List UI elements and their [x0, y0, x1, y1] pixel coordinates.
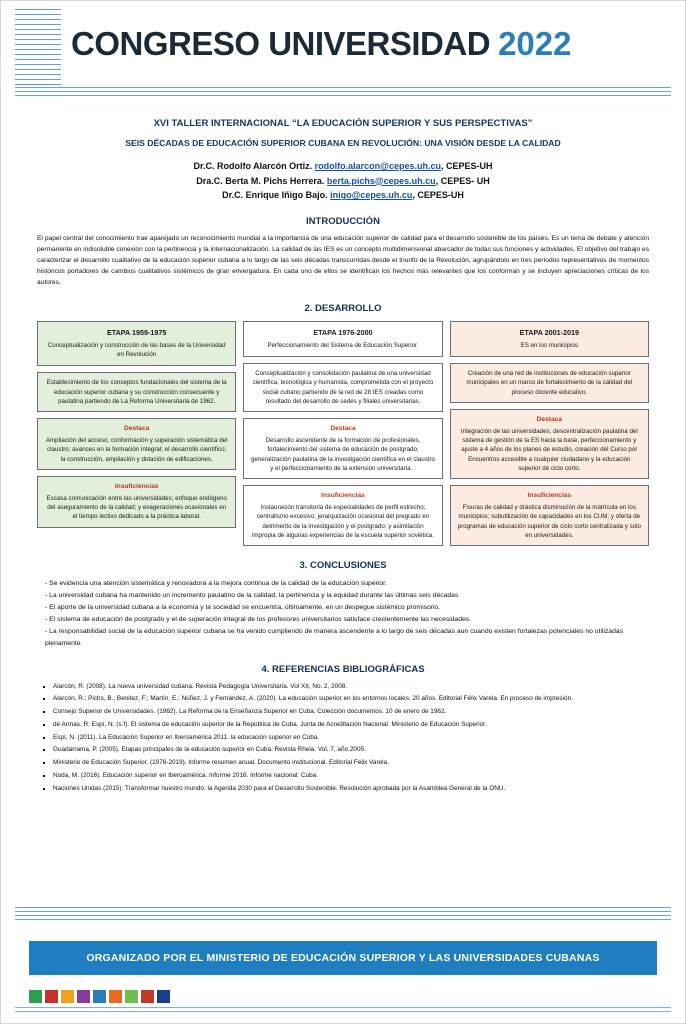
footer-text: ORGANIZADO POR EL MINISTERIO DE EDUCACIÓN SUPERIOR Y LAS UNIVERSIDADES CUBANAS	[86, 952, 600, 964]
header-rule	[15, 87, 671, 99]
stage-column-3	[450, 321, 649, 546]
stage-highlight-label: Destaca	[536, 415, 562, 423]
stage-issues	[37, 476, 236, 528]
stage-highlight-text: Desarrollo ascendente de la formación de profesionales, fortalecimiento del sistema de educación de postgrado, generalización paulatina de la investigación científica en el claustro y el perfeccionamiento de la extensión universitaria. .	[250, 437, 435, 472]
author-name: Dr.C. Enrique Iñigo Bajo.	[222, 190, 328, 201]
reference-item: ▪ de Armas, R; Espí, N. (s.f). El sistema de educación superior de la República de Cuba. Junta de Acreditación Nacional. Ministerio de Educación Superior.	[53, 720, 649, 730]
stage-body-text: Creación de una red de instituciones de educación superior municipales en un marco de fortalecimiento de la calidad del proceso docente educativo.	[466, 369, 633, 396]
section-title-introduction: INTRODUCCIÓN	[306, 216, 380, 228]
stage-period-label: ETAPA 1959-1975	[106, 327, 167, 337]
stage-issues-text: Instauración transitoria de especialidades de perfil estrecho; centralismo excesivo; jerarquización ocasional del pregrado en detrimento de la investigación y el postgrado; y asimilación impropia de algunas experiencias de la escuela superior soviética.	[252, 504, 434, 539]
stage-header-subtitle: Perfeccionamiento del Sistema de Educación Superior.	[267, 341, 419, 349]
stage-highlight-label: Destaca	[330, 425, 356, 433]
reference-item: ▪ Naciones Unidas (2015). Transformar nuestro mundo: la Agenda 2030 para el Desarrollo Sostenible. Resolución aprobada por la Asamblea General de la ONU.	[53, 784, 649, 794]
reference-item: ▪ Ministerio de Educación Superior. (1976-2019). Informe resumen anual. Documento institucional. Editorial Félix Varela.	[53, 758, 649, 768]
poster-content	[1, 101, 685, 794]
stage-body-text: Establecimiento de los conceptos fundacionales del sistema de la educación superior cubana y su construcción consecuente y paulatina partiendo de La Reforma Universitaria de 1962.	[46, 379, 227, 405]
reference-item: ▪ Guadarrama, P. (2005). Etapas principales de la educación superior en Cuba. Revista Rhela. Vol. 7, año 2005.	[53, 745, 649, 755]
stage-highlight	[450, 409, 649, 479]
introduction-text: El papel central del conocimiento trae aparejado un reconocimiento mundial a la importancia de una educación superior de calidad para el desarrollo sostenible de los países. Es un tema de debate y atención permanente en indisoluble conexión con la pertinencia y la internacionalización. La calidad de las IES es un concepto multidimensional abarcador de todas sus funciones y actividades. El objetivo del trabajo es caracterizar el desarrollo cualitativo de la educación superior cubana a lo largo de las seis décadas transcurridas desde el triunfo de la Revolución, agrupándolo en tres períodos representativos de momentos históricos portadores de cambios cualitativos sistémicos de gran envergadura. En cada uno de ellos se identifican los hechos más relevantes que los conforman y se incluyen apreciaciones críticas de los autores.	[37, 235, 649, 286]
bottom-decorative-lines	[15, 1007, 671, 1019]
author-name: Dr.C. Rodolfo Alarcón Ortiz.	[193, 161, 313, 172]
author-affiliation: , CEPES-UH	[412, 190, 464, 201]
stage-highlight-text: Integración de las universidades, descentralización paulatina del sistema de gestión de la ES hacia la base, perfeccionamiento y ajuste a 4 años de los planes de estudio, creación del Curso por Encuentros accesible a cualquier ciudadano y la educación superior de ciclo corto.	[460, 427, 638, 472]
section-title-conclusions: 3. CONCLUSIONES	[299, 560, 387, 572]
author-affiliation: , CEPES- UH	[435, 175, 490, 186]
author-row	[37, 188, 649, 202]
header-decorative-lines-left	[15, 9, 61, 91]
stage-body	[37, 372, 236, 412]
stage-issues	[243, 485, 442, 546]
workshop-subtitle: SEIS DÉCADAS DE EDUCACIÓN SUPERIOR CUBANA EN REVOLUCIÓN: UNA VISIÓN DESDE LA CALIDAD	[125, 138, 561, 149]
congress-year: 2022	[498, 25, 572, 62]
poster-header	[1, 1, 685, 101]
author-name: Dra.C. Berta M. Pichs Herrera.	[196, 175, 325, 186]
stage-body-text: Conceptualización y consolidación paulatina de una universidad científica, tecnológica y humanista, comprometida con el proyecto social cubano partiendo de la red de 28 IES creadas como resultado del desarrollo de sedes y filiales universitarias.	[252, 369, 434, 405]
conclusion-item: - El sistema de educación de postgrado y el de superación integral de los profesores universitarios satisface crecientemente las necesidades.	[45, 615, 472, 623]
page-title	[71, 25, 571, 63]
stage-issues-text: Escasa comunicación entre las universidades; enfoque endógeno del aseguramiento de la calidad; y exageraciones ocasionales en el tiempo lectivo dedicado a la práctica laboral.	[46, 494, 227, 521]
stage-issues-text: Fisuras de calidad y drástica disminución de la matrícula en los municipios; subutilización de capacidades en los CUM; y oferta de programas de educación superior de ciclo corto centralizada y solo en universidades.	[457, 504, 641, 539]
stages-container	[37, 321, 649, 546]
authors-block	[37, 159, 649, 202]
stage-highlight	[243, 418, 442, 479]
stage-column-2	[243, 321, 442, 546]
stage-header-subtitle: ES en los municipios	[520, 341, 579, 349]
stage-issues-label: Insuficiencias	[114, 482, 159, 490]
reference-item: ▪ Alarcón, R. (2008). La nueva universidad cubana. Revista Pedagogía Universitaria. Vol XII, No. 2, 2008.	[53, 682, 649, 692]
conclusions-list	[37, 578, 649, 649]
section-title-development: 2. DESARROLLO	[304, 302, 382, 314]
author-affiliation: , CEPES-UH	[440, 161, 493, 172]
section-title-references: 4. REFERENCIAS BIBLIOGRÁFICAS	[261, 663, 425, 675]
stage-body	[243, 363, 442, 412]
stage-column-1	[37, 321, 236, 546]
stage-body	[450, 363, 649, 403]
stage-period-label: ETAPA 1976-2000	[313, 327, 373, 337]
stage-header	[37, 321, 236, 366]
stage-issues-label: Insuficiencias	[321, 492, 365, 500]
author-row	[37, 174, 649, 188]
conclusion-item: - Se evidencia una atención sistemática y renovadora a la mejora continua de la calidad de la educación superior.	[45, 580, 387, 588]
reference-item: ▪ Alarcón, R.; Pichs, B.; Benitez, F.; Martín, E.; Núñez, J. y Fernández, A. (2020). La educación superior en los entornos locales. 20 años. Editorial Félix Varela. En proceso de impresión.	[53, 694, 649, 704]
stage-header	[450, 321, 649, 357]
stage-period-label: ETAPA 2001-2019	[519, 327, 580, 337]
stage-highlight	[37, 418, 236, 470]
footer-color-strip	[29, 990, 170, 1003]
stage-highlight-text: Ampliación del acceso; conformación y superación sistemática del claustro; avances en la formación integral; el desarrollo científico; la construcción, ampliación y dotación de edificaciones.	[45, 437, 228, 463]
references-list	[37, 682, 649, 794]
reference-item: ▪ Espí, N. (2011). La Educación Superior en Iberoamérica 2011: la educación superior en Cuba.	[53, 733, 649, 743]
stage-highlight-label: Destaca	[124, 425, 150, 433]
conclusion-item: - La universidad cubana ha mantenido un incremento paulatino de la calidad, la pertinencia y la equidad durante las últimas seis décadas	[45, 592, 459, 600]
stage-issues	[450, 485, 649, 546]
author-email-link[interactable]: berta.pichs@cepes.uh.cu	[326, 175, 436, 186]
stage-header-subtitle: Conceptualización y construcción de las bases de la Universidad en Revolución	[47, 341, 226, 358]
footer-decorative-lines	[15, 907, 671, 927]
author-row	[37, 159, 649, 173]
author-email-link[interactable]: inigo@cepes.uh.cu	[330, 190, 413, 201]
author-email-link[interactable]: rodolfo.alarcon@cepes.uh.cu	[314, 161, 441, 172]
reference-item: ▪ Noda, M. (2016). Educación superior en Iberoamérica. Informe 2016. Informe nacional: Cuba.	[53, 771, 649, 781]
footer-banner	[29, 941, 657, 975]
stage-issues-label: Insuficiencias	[527, 492, 572, 500]
workshop-title: XVI TALLER INTERNACIONAL “LA EDUCACIÓN SUPERIOR Y SUS PERSPECTIVAS”	[153, 118, 533, 129]
congress-title: CONGRESO UNIVERSIDAD	[71, 25, 491, 62]
conclusion-item: - La responsabilidad social de la educación superior cubana se ha venido cumpliendo de manera ascendente a lo largo de seis décadas aun cuando existen fortalezas potenciales no utilizadas plenamente.	[45, 627, 624, 647]
reference-item: ▪ Consejo Superior de Universidades. (1962). La Reforma de la Enseñanza Superior en Cuba. Colección documentos. 10 de enero de 1962.	[53, 707, 649, 717]
conclusion-item: - El aporte de la universidad cubana a la economía y la sociedad se encuentra, últimamente, en un despegue sistémico promisorio.	[45, 604, 441, 612]
stage-header	[243, 321, 442, 357]
